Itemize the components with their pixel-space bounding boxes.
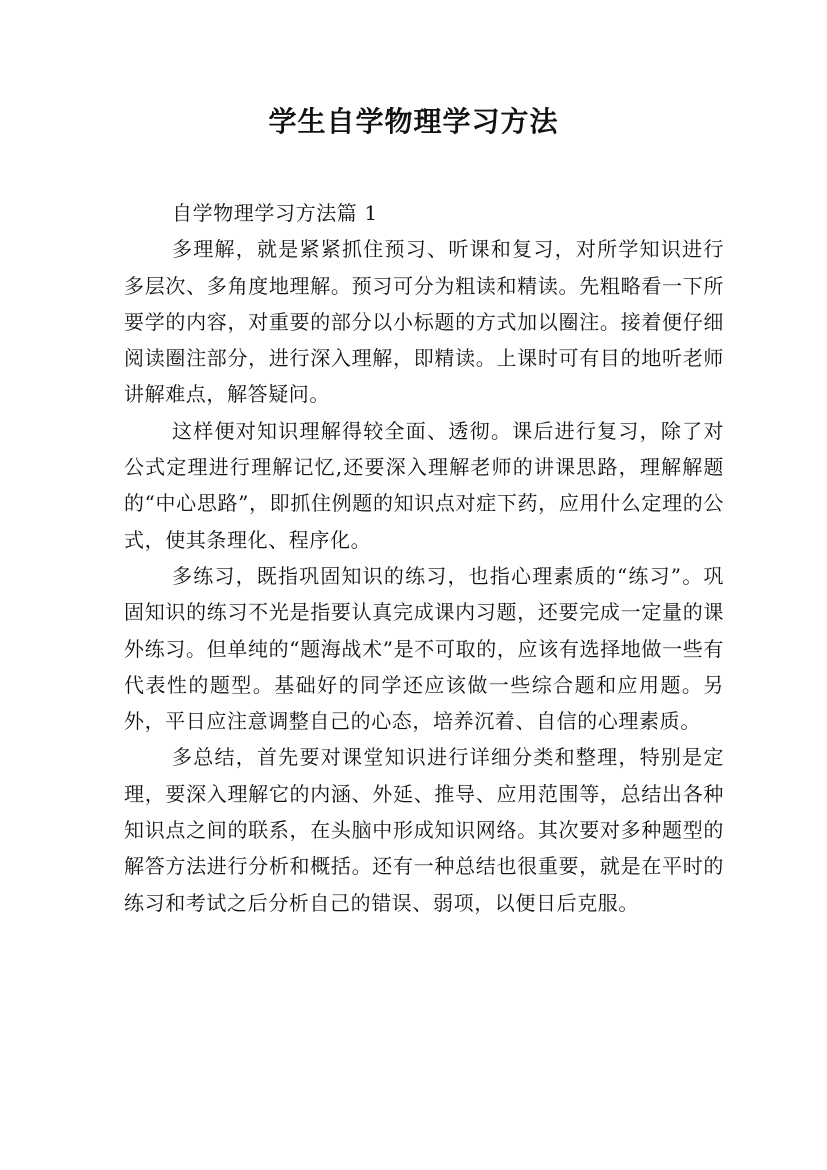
paragraph-review: 这样便对知识理解得较全面、透彻。课后进行复习，除了对公式定理进行理解记忆,还要深入理解老师的讲课思路，理解解题的“中心思路”，即抓住例题的知识点对症下药，应用什么定理的公式，使其条理化、程序化。 (124, 418, 724, 552)
section-heading: 自学物理学习方法篇 1 (172, 201, 378, 225)
document-body (124, 195, 724, 921)
paragraph-summary: 多总结，首先要对课堂知识进行详细分类和整理，特别是定理，要深入理解它的内涵、外延、推导、应用范围等，总结出各种知识点之间的联系，在头脑中形成知识网络。其次要对多种题型的解答方法进行分析和概括。还有一种总结也很重要，就是在平时的练习和考试之后分析自己的错误、弱项，以便日后克服。 (124, 745, 724, 915)
paragraph-understanding: 多理解，就是紧紧抓住预习、听课和复习，对所学知识进行多层次、多角度地理解。预习可分为粗读和精读。先粗略看一下所要学的内容，对重要的部分以小标题的方式加以圈注。接着便仔细阅读圈注部分，进行深入理解，即精读。上课时可有目的地听老师讲解难点，解答疑问。 (124, 237, 724, 407)
paragraph-practice: 多练习，既指巩固知识的练习，也指心理素质的“练习”。巩固知识的练习不光是指要认真完成课内习题，还要完成一定量的课外练习。但单纯的“题海战术”是不可取的，应该有选择地做一些有代表性的题型。基础好的同学还应该做一些综合题和应用题。另外，平日应注意调整自己的心态，培养沉着、自信的心理素质。 (124, 563, 724, 734)
document-title: 学生自学物理学习方法 (268, 105, 559, 138)
